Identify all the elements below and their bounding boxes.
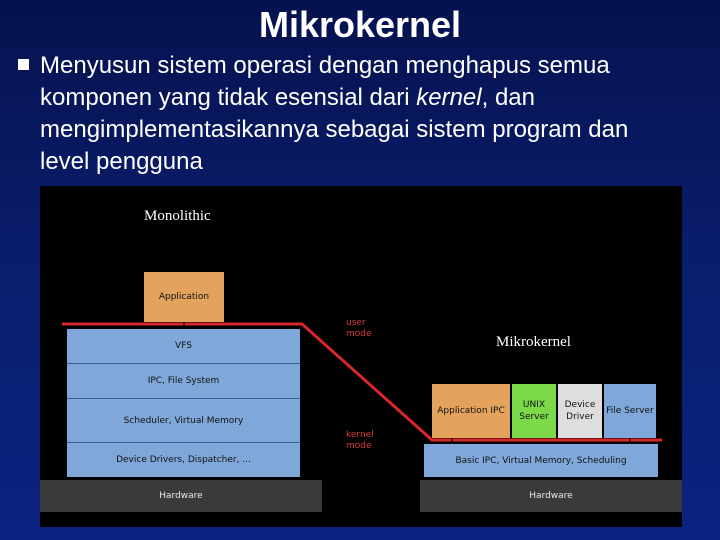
vfs-layer [67,329,300,363]
scheduler-virtual-memory-label: Scheduler, Virtual Memory [123,415,244,426]
square-bullet-icon [18,59,29,70]
ipc-file-system-layer [67,364,300,398]
monolithic-hardware [40,480,322,512]
monolithic-label: Monolithic [144,208,211,224]
bullet-text-italic: kernel [416,84,482,111]
device-drivers-layer [67,443,300,477]
kernel-comparison-figure [40,186,682,527]
user-mode-label: user mode [346,318,372,339]
basic-ipc-label: Basic IPC, Virtual Memory, Scheduling [455,455,627,466]
micro-hardware [420,480,682,512]
micro-application-ipc-box [432,384,510,438]
device-driver-label: Device Driver [564,400,596,422]
monolithic-hardware-label: Hardware [159,491,203,501]
micro-application-ipc-label: Application IPC [437,406,505,416]
bullet-text-part2: , dan mengimplementasikannya sebagai sistem program dan level pengguna [40,84,629,175]
bullet-text [40,50,680,178]
device-driver-box [558,384,602,438]
scheduler-virtual-memory-layer [67,399,300,442]
slide-title: Mikrokernel [258,4,462,45]
monolithic-application-label: Application [158,292,210,302]
bullet-text-part1: Menyusun sistem operasi dengan menghapus semua komponen yang tidak esensial dari [40,52,610,111]
mikrokernel-label: Mikrokernel [496,334,571,350]
unix-server-box [512,384,556,438]
file-server-box [604,384,656,438]
unix-server-label: UNIX Server [519,400,549,422]
basic-ipc-layer [424,444,658,477]
vfs-layer-label: VFS [175,341,192,351]
monolithic-application-box [144,272,224,322]
device-drivers-label: Device Drivers, Dispatcher, ... [116,455,251,465]
ipc-file-system-label: IPC, File System [147,376,220,386]
file-server-label: File Server [606,406,654,416]
kernel-mode-label: kernel mode [346,430,374,451]
micro-hardware-label: Hardware [529,491,573,501]
